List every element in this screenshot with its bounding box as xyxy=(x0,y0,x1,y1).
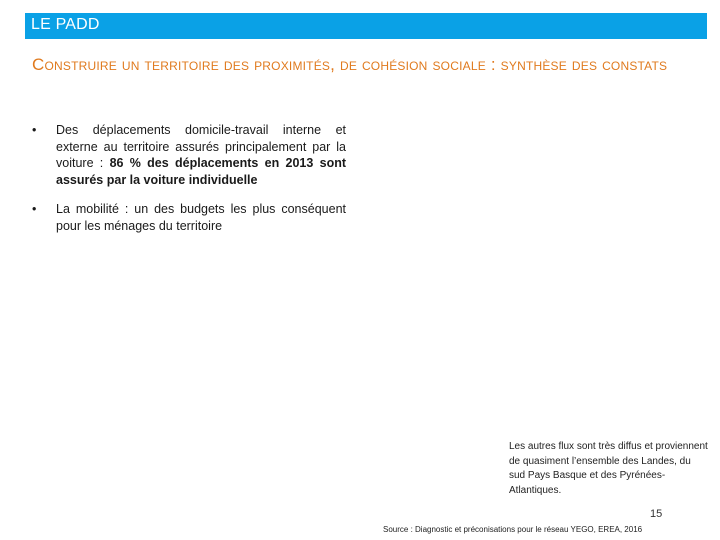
side-note: Les autres flux sont très diffus et proviennent de quasiment l’ensemble des Landes, du sud Pays Basque et des Pyrénées- Atlantiques. xyxy=(509,441,708,496)
bullet-list xyxy=(30,122,346,247)
bullet-text: La mobilité : un des budgets les plus conséquent pour les ménages du territoire xyxy=(56,202,346,233)
page-number: 15 xyxy=(650,508,663,520)
header-bar xyxy=(25,13,707,39)
bullet-text: Des déplacements domicile-travail interne et externe au territoire assurés principalement par la voiture : xyxy=(56,123,346,170)
header-label: LE PADD xyxy=(31,16,100,33)
bullet-item-2 xyxy=(30,201,346,234)
source-citation: Source : Diagnostic et préconisations pour le réseau YEGO, EREA, 2016 xyxy=(383,525,643,534)
bullet-marker: • xyxy=(32,123,37,137)
bullet-strong-text: 86 % des déplacements en 2013 sont assurés par la voiture individuelle xyxy=(56,156,347,187)
slide-title: Construire un territoire des proximités, de cohésion sociale : synthèse des constats xyxy=(32,55,668,74)
bullet-item-1 xyxy=(30,122,346,188)
bullet-marker: • xyxy=(32,202,37,216)
